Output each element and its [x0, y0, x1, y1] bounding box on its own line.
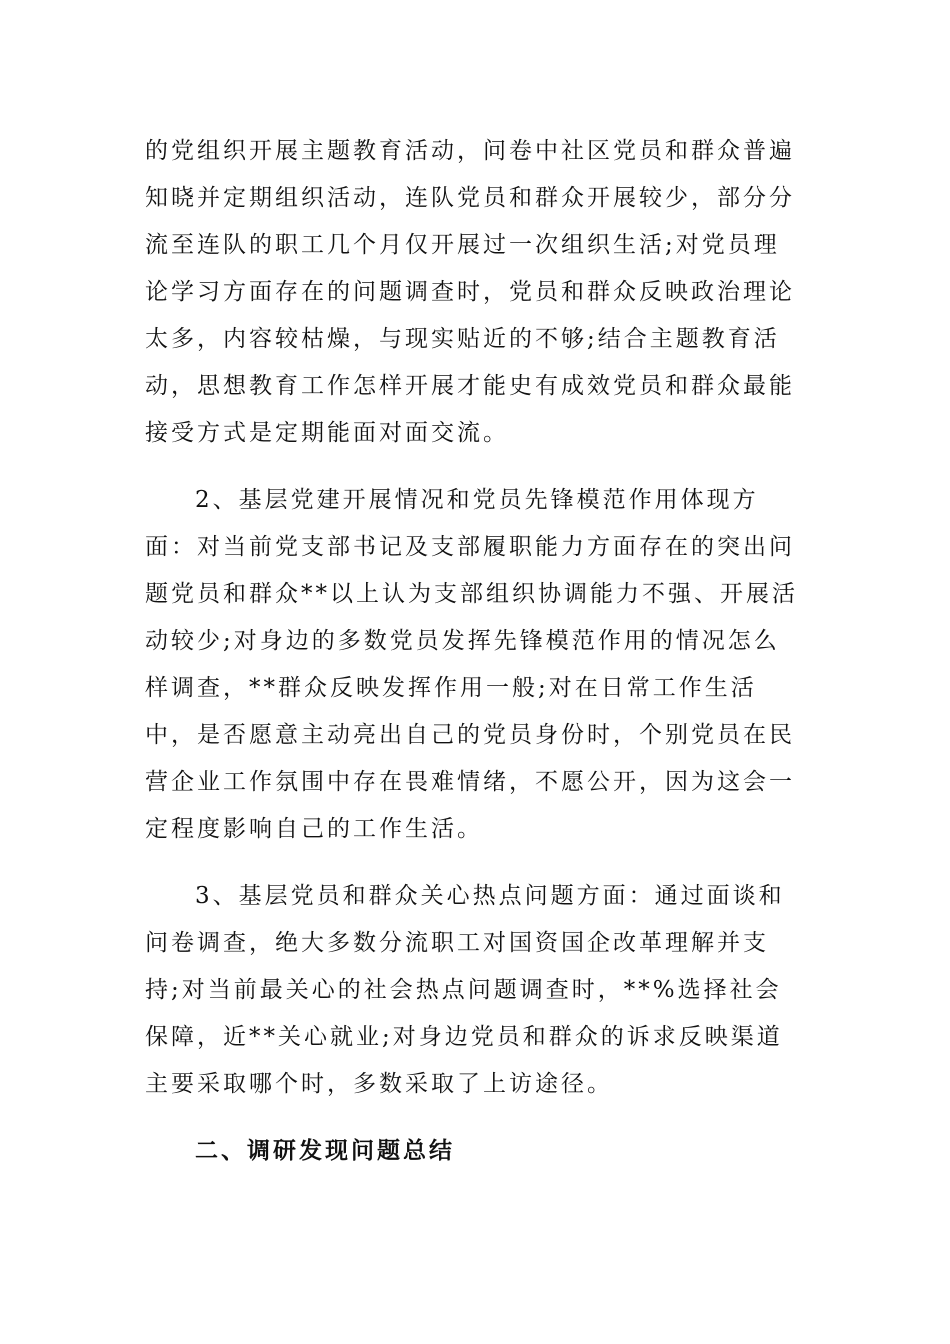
paragraph-continuation: 的党组织开展主题教育活动，问卷中社区党员和群众普遍知晓并定期组织活动，连队党员和群众开展较少，部分分流至连队的职工几个月仅开展过一次组织生活;对党员理论学习方面存在的问题调查时，党员和群众反映政治理论太多，内容较枯燥，与现实贴近的不够;结合主题教育活动，思想教育工作怎样开展才能史有成效党员和群众最能接受方式是定期能面对面交流。 [145, 138, 795, 446]
document-body [145, 128, 805, 1175]
section-heading: 二、调研发现问题总结 [195, 1138, 455, 1164]
paragraph-item-3: 3、基层党员和群众关心热点问题方面：通过面谈和问卷调查，绝大多数分流职工对国资国企改革理解并支持;对当前最关心的社会热点问题调查时，**%选择社会保障，近**关心就业;对身边党员和群众的诉求反映渠道主要采取哪个时，多数采取了上访途径。 [145, 883, 785, 1097]
paragraph-item-2: 2、基层党建开展情况和党员先锋模范作用体现方面：对当前党支部书记及支部履职能力方面存在的突出问题党员和群众**以上认为支部组织协调能力不强、开展活动较少;对身边的多数党员发挥先锋模范作用的情况怎么样调查，**群众反映发挥作用一般;对在日常工作生活中，是否愿意主动亮出自己的党员身份时，个别党员在民营企业工作氛围中存在畏难情绪，不愿公开，因为这会一定程度影响自己的工作生活。 [145, 487, 798, 842]
